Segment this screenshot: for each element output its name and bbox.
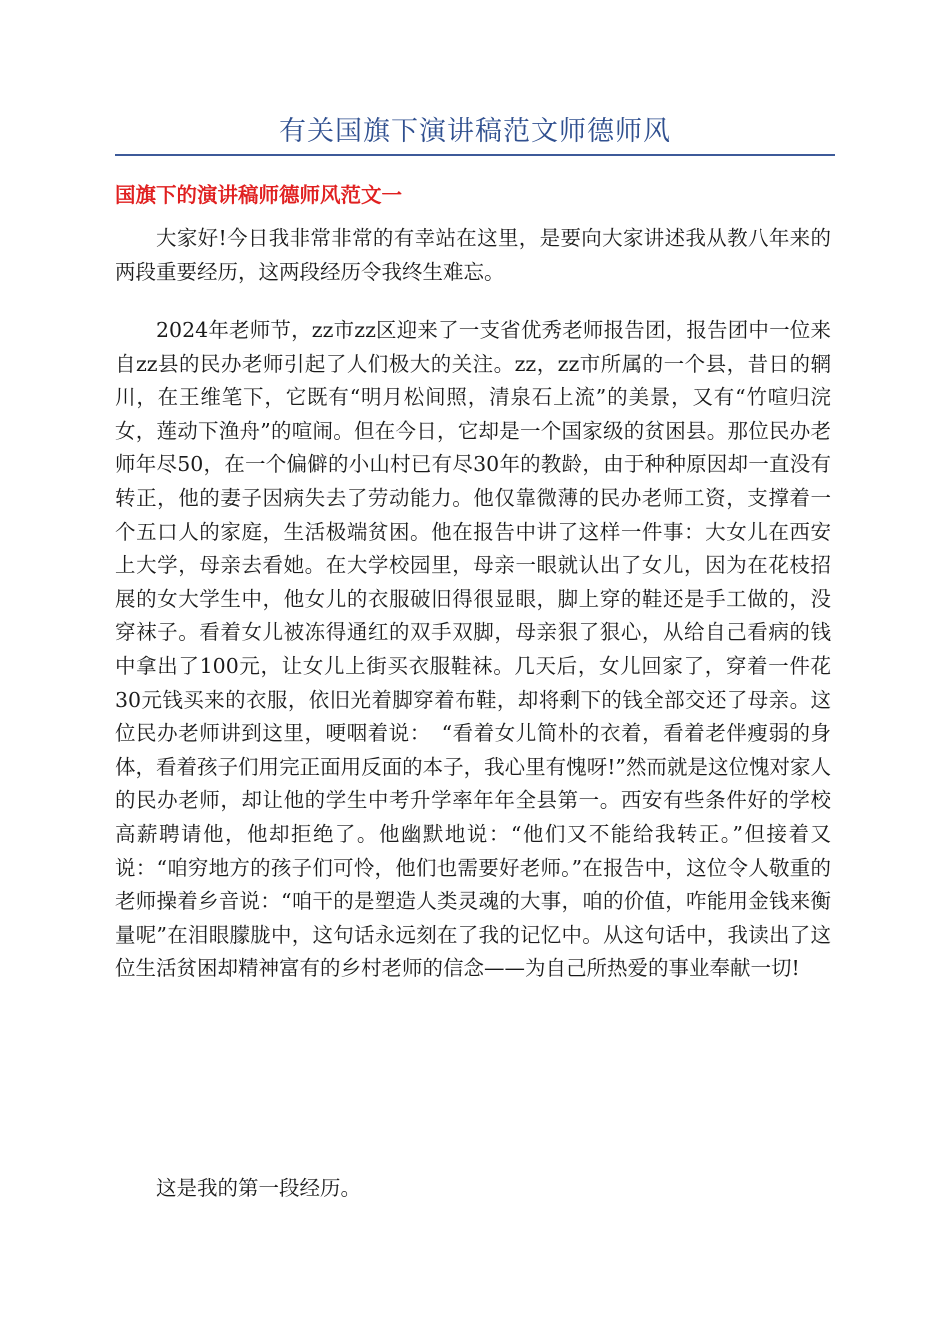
document-title: 有关国旗下演讲稿范文师德师风 <box>279 116 671 147</box>
paragraph-intro: 大家好!今日我非常非常的有幸站在这里，是要向大家讲述我从教八年来的两段重要经历，这两段经历令我终生难忘。 <box>115 226 831 284</box>
title-underline <box>115 154 835 156</box>
paragraph-story: 2024年老师节，zz市zz区迎来了一支省优秀老师报告团，报告团中一位来自zz县的民办老师引起了人们极大的关注。zz，zz市所属的一个县，昔日的辋川，在王维笔下，它既有“明月松间照，清泉石上流”的美景，又有“竹喧归浣女，莲动下渔舟”的喧闹。但在今日，它却是一个国家级的贫困县。那位民办老师年尽50，在一个偏僻的小山村已有尽30年的教龄，由于种种原因却一直没有转正，他的妻子因病失去了劳动能力。他仅靠微薄的民办老师工资，支撑着一个五口人的家庭，生活极端贫困。他在报告中讲了这样一件事：大女儿在西安上大学，母亲去看她。在大学校园里，母亲一眼就认出了女儿，因为在花枝招展的女大学生中，他女儿的衣服破旧得很显眼，脚上穿的鞋还是手工做的，没穿袜子。看着女儿被冻得通红的双手双脚，母亲狠了狠心，从给自己看病的钱中拿出了100元，让女儿上街买衣服鞋袜。几天后，女儿回家了，穿着一件花30元钱买来的衣服，依旧光着脚穿着布鞋，却将剩下的钱全部交还了母亲。这位民办老师讲到这里，哽咽着说： “看着女儿简朴的衣着，看着老伴瘦弱的身体，看着孩子们用完正面用反面的本子，我心里有愧呀!”然而就是这位愧对家人的民办老师，却让他的学生中考升学率年年全县第一。西安有些条件好的学校高薪聘请他，他却拒绝了。他幽默地说：“他们又不能给我转正。”但接着又说：“咱穷地方的孩子们可怜，他们也需要好老师。”在报告中，这位令人敬重的老师操着乡音说：“咱干的是塑造人类灵魂的大事，咱的价值，咋能用金钱来衡量呢”在泪眼朦胧中，这句话永远刻在了我的记忆中。从这句话中，我读出了这位生活贫困却精神富有的乡村老师的信念——为自己所热爱的事业奉献一切! <box>115 318 831 981</box>
section-heading: 国旗下的演讲稿师德师风范文一 <box>115 183 402 207</box>
paragraph-closing: 这是我的第一段经历。 <box>156 1176 361 1200</box>
